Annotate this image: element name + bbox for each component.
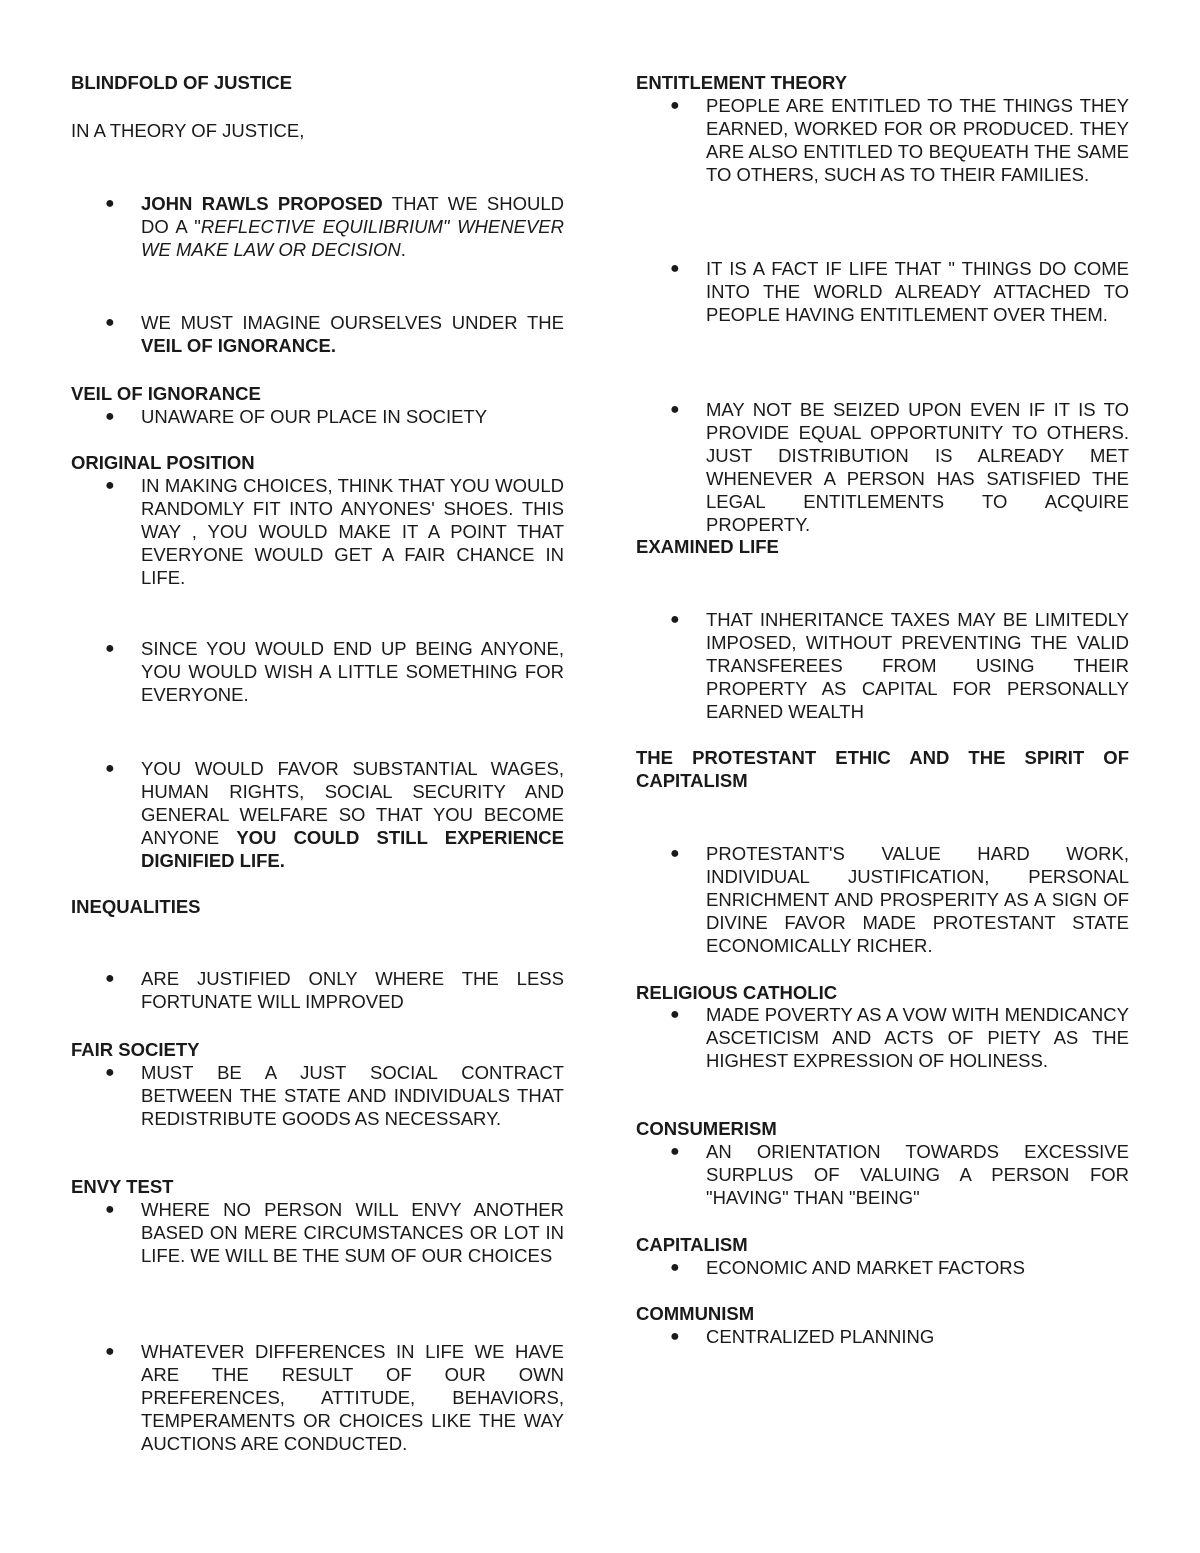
heading-entitlement-theory: ENTITLEMENT THEORY: [636, 72, 848, 93]
heading-protestant-ethic: THE PROTESTANT ETHIC AND THE SPIRIT OF CAPITALISM: [636, 747, 1129, 791]
bullet-icon: ●: [105, 1201, 115, 1218]
heading-fair-society: FAIR SOCIETY: [71, 1039, 200, 1060]
bullet-icon: ●: [670, 1259, 680, 1276]
heading-consumerism: CONSUMERISM: [636, 1118, 777, 1139]
heading-religious-catholic: RELIGIOUS CATHOLIC: [636, 982, 838, 1003]
bullet-icon: ●: [105, 760, 115, 777]
bullet-icon: ●: [670, 1006, 680, 1023]
heading-envy-test: ENVY TEST: [71, 1176, 174, 1197]
theory-intro: IN A THEORY OF JUSTICE,: [71, 120, 305, 141]
bullet-icon: ●: [670, 401, 680, 418]
bullet-icon: ●: [105, 477, 115, 494]
bullet-icon: ●: [105, 1064, 115, 1081]
heading-communism: COMMUNISM: [636, 1303, 755, 1324]
heading-blindfold-of-justice: BLINDFOLD OF JUSTICE: [71, 72, 292, 93]
bullet-icon: ●: [670, 1328, 680, 1345]
heading-capitalism: CAPITALISM: [636, 1234, 748, 1255]
heading-inequalities: INEQUALITIES: [71, 896, 201, 917]
bullet-icon: ●: [670, 1143, 680, 1160]
bullet-icon: ●: [670, 611, 680, 628]
bullet-icon: ●: [105, 314, 115, 331]
bullet-icon: ●: [670, 97, 680, 114]
heading-original-position: ORIGINAL POSITION: [71, 452, 255, 473]
heading-examined-life: EXAMINED LIFE: [636, 536, 779, 557]
bullet-icon: ●: [105, 195, 115, 212]
bullet-icon: ●: [670, 260, 680, 277]
bullet-icon: ●: [105, 1343, 115, 1360]
bullet-icon: ●: [105, 970, 115, 987]
bullet-icon: ●: [105, 640, 115, 657]
heading-veil-of-ignorance: VEIL OF IGNORANCE: [71, 383, 261, 404]
bullet-icon: ●: [670, 845, 680, 862]
bullet-icon: ●: [105, 408, 115, 425]
